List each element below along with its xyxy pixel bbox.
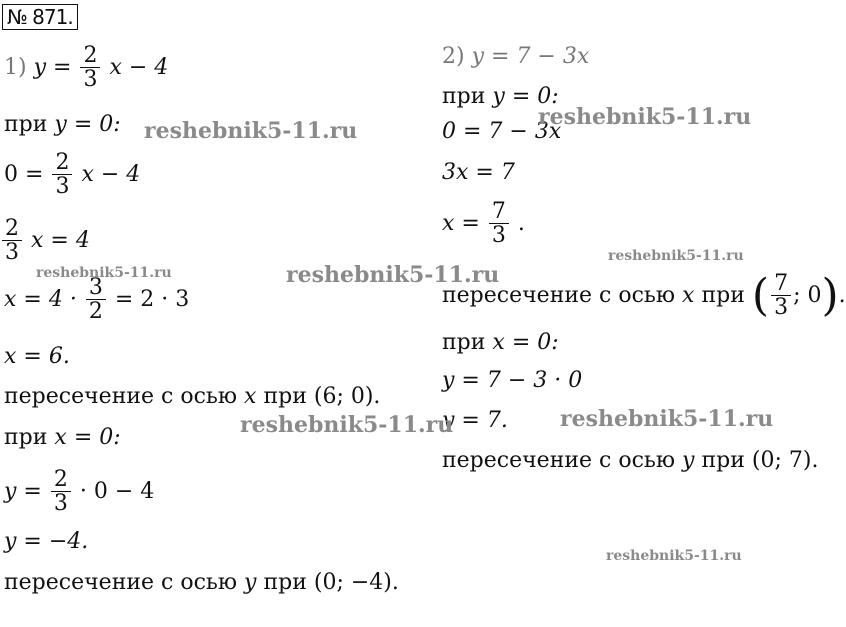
- p2-cross-x-close-paren: ): [821, 270, 839, 322]
- p1-cross-y-var: y: [244, 570, 257, 595]
- p1-cross-x-text: пересечение с осью: [4, 384, 238, 409]
- p2-cross-y-tail: при (0; 7).: [701, 448, 819, 473]
- p1-s3-head: x = 4 ·: [4, 287, 77, 313]
- p1-eq-num: 2: [80, 44, 100, 68]
- p1-s1-den: 3: [55, 174, 70, 200]
- p1-s5-lhs: y =: [4, 479, 42, 505]
- p2-s3-den: 3: [491, 223, 506, 249]
- p2-cross-y-var: y: [682, 448, 695, 473]
- watermark: reshebnik5-11.ru: [606, 548, 742, 564]
- p1-cond-x0-word: при: [4, 425, 48, 450]
- p2-cross-x-den: 3: [774, 295, 789, 321]
- watermark: reshebnik5-11.ru: [144, 118, 358, 144]
- p2-s3-tail: .: [517, 211, 525, 237]
- p2-eq: y = 7 − 3x: [471, 44, 590, 69]
- p1-s2-tail: x = 4: [31, 228, 90, 254]
- p2-cross-x-text: пересечение с осью: [442, 283, 676, 309]
- p2-cond-y0-word: при: [442, 84, 486, 109]
- p1-cond-x0: [4, 427, 121, 449]
- watermark: reshebnik5-11.ru: [36, 265, 172, 281]
- p2-cross-x-period: .: [838, 283, 846, 309]
- p1-s1-fraction: [52, 151, 72, 199]
- p1-cross-x-tail: при (6; 0).: [263, 384, 381, 409]
- p1-s5-tail: · 0 − 4: [79, 479, 155, 505]
- p1-step1: [4, 151, 140, 199]
- p1-s5-fraction: [51, 468, 71, 516]
- p1-s3-num: 3: [86, 276, 106, 300]
- problem-number: № 871.: [2, 4, 78, 30]
- p2-cross-x-num: 7: [771, 272, 791, 296]
- p2-cross-x-fraction: [771, 272, 791, 320]
- p1-cross-y-text: пересечение с осью: [4, 570, 238, 595]
- p2-step1: 0 = 7 − 3x: [442, 119, 562, 144]
- p2-cross-y-text: пересечение с осью: [442, 448, 676, 473]
- watermark: reshebnik5-11.ru: [538, 104, 752, 130]
- p2-s3-fraction: [489, 200, 509, 248]
- watermark: reshebnik5-11.ru: [286, 262, 500, 288]
- p2-label: 2): [442, 44, 465, 69]
- p2-cross-x-tail: ; 0: [793, 283, 822, 309]
- p1-cond-y0-word: при: [4, 112, 48, 137]
- p1-eq-den: 3: [83, 67, 98, 93]
- p2-equation: [442, 46, 589, 68]
- p2-s3-num: 7: [489, 200, 509, 224]
- p1-s2-den: 3: [5, 240, 19, 266]
- p1-s1-tail: x − 4: [81, 162, 141, 188]
- p1-eq-lhs: y =: [33, 55, 72, 81]
- p1-cond-y0-expr: y = 0:: [54, 112, 121, 137]
- p2-cross-x-word: при: [701, 283, 745, 309]
- p1-s1-num: 2: [52, 151, 72, 175]
- p1-cond-x0-expr: x = 0:: [54, 425, 121, 450]
- p2-cross-x: [442, 272, 846, 320]
- p2-cond-y0-expr: y = 0:: [492, 84, 559, 109]
- p1-eq-fraction: [80, 44, 100, 92]
- p2-cond-x0-word: при: [442, 330, 486, 355]
- p1-step5: [4, 468, 154, 516]
- p2-cond-x0-expr: x = 0:: [492, 330, 559, 355]
- p2-step4: y = 7 − 3 · 0: [442, 368, 583, 393]
- p1-cross-x-var: x: [244, 384, 257, 409]
- p2-step3: [442, 200, 525, 248]
- p1-step4: x = 6.: [4, 344, 70, 369]
- p1-eq-tail: x − 4: [109, 55, 169, 81]
- p1-cross-y: [4, 572, 399, 594]
- p2-cross-y: [442, 450, 818, 472]
- p1-s2-fraction: [2, 217, 22, 265]
- watermark: reshebnik5-11.ru: [560, 406, 774, 432]
- p1-label: 1): [4, 55, 27, 81]
- p1-cross-x: [4, 386, 380, 408]
- p2-step5: y = 7.: [442, 408, 508, 433]
- watermark: reshebnik5-11.ru: [608, 248, 744, 264]
- p1-cross-y-tail: при (0; −4).: [263, 570, 399, 595]
- p1-step6: y = −4.: [4, 529, 89, 554]
- p2-cross-x-var: x: [682, 283, 695, 309]
- p1-s5-num: 2: [51, 468, 71, 492]
- p1-s5-den: 3: [53, 491, 68, 517]
- p2-step2: 3x = 7: [442, 160, 515, 185]
- p1-s3-fraction: [86, 276, 106, 324]
- p2-cross-x-open-paren: (: [751, 270, 770, 322]
- p1-s3-tail: = 2 · 3: [114, 287, 190, 313]
- p1-step3: [4, 276, 189, 324]
- p2-s3-lhs: x =: [442, 211, 480, 237]
- p1-cond-y0: [4, 114, 121, 136]
- p1-s1-lhs: 0 =: [4, 162, 44, 188]
- p1-s2-num: 2: [2, 217, 22, 241]
- p2-cond-x0: [442, 332, 559, 354]
- watermark: reshebnik5-11.ru: [240, 412, 454, 438]
- p1-step2: [0, 217, 90, 265]
- p1-equation: [4, 44, 168, 92]
- p1-s3-den: 2: [88, 299, 103, 325]
